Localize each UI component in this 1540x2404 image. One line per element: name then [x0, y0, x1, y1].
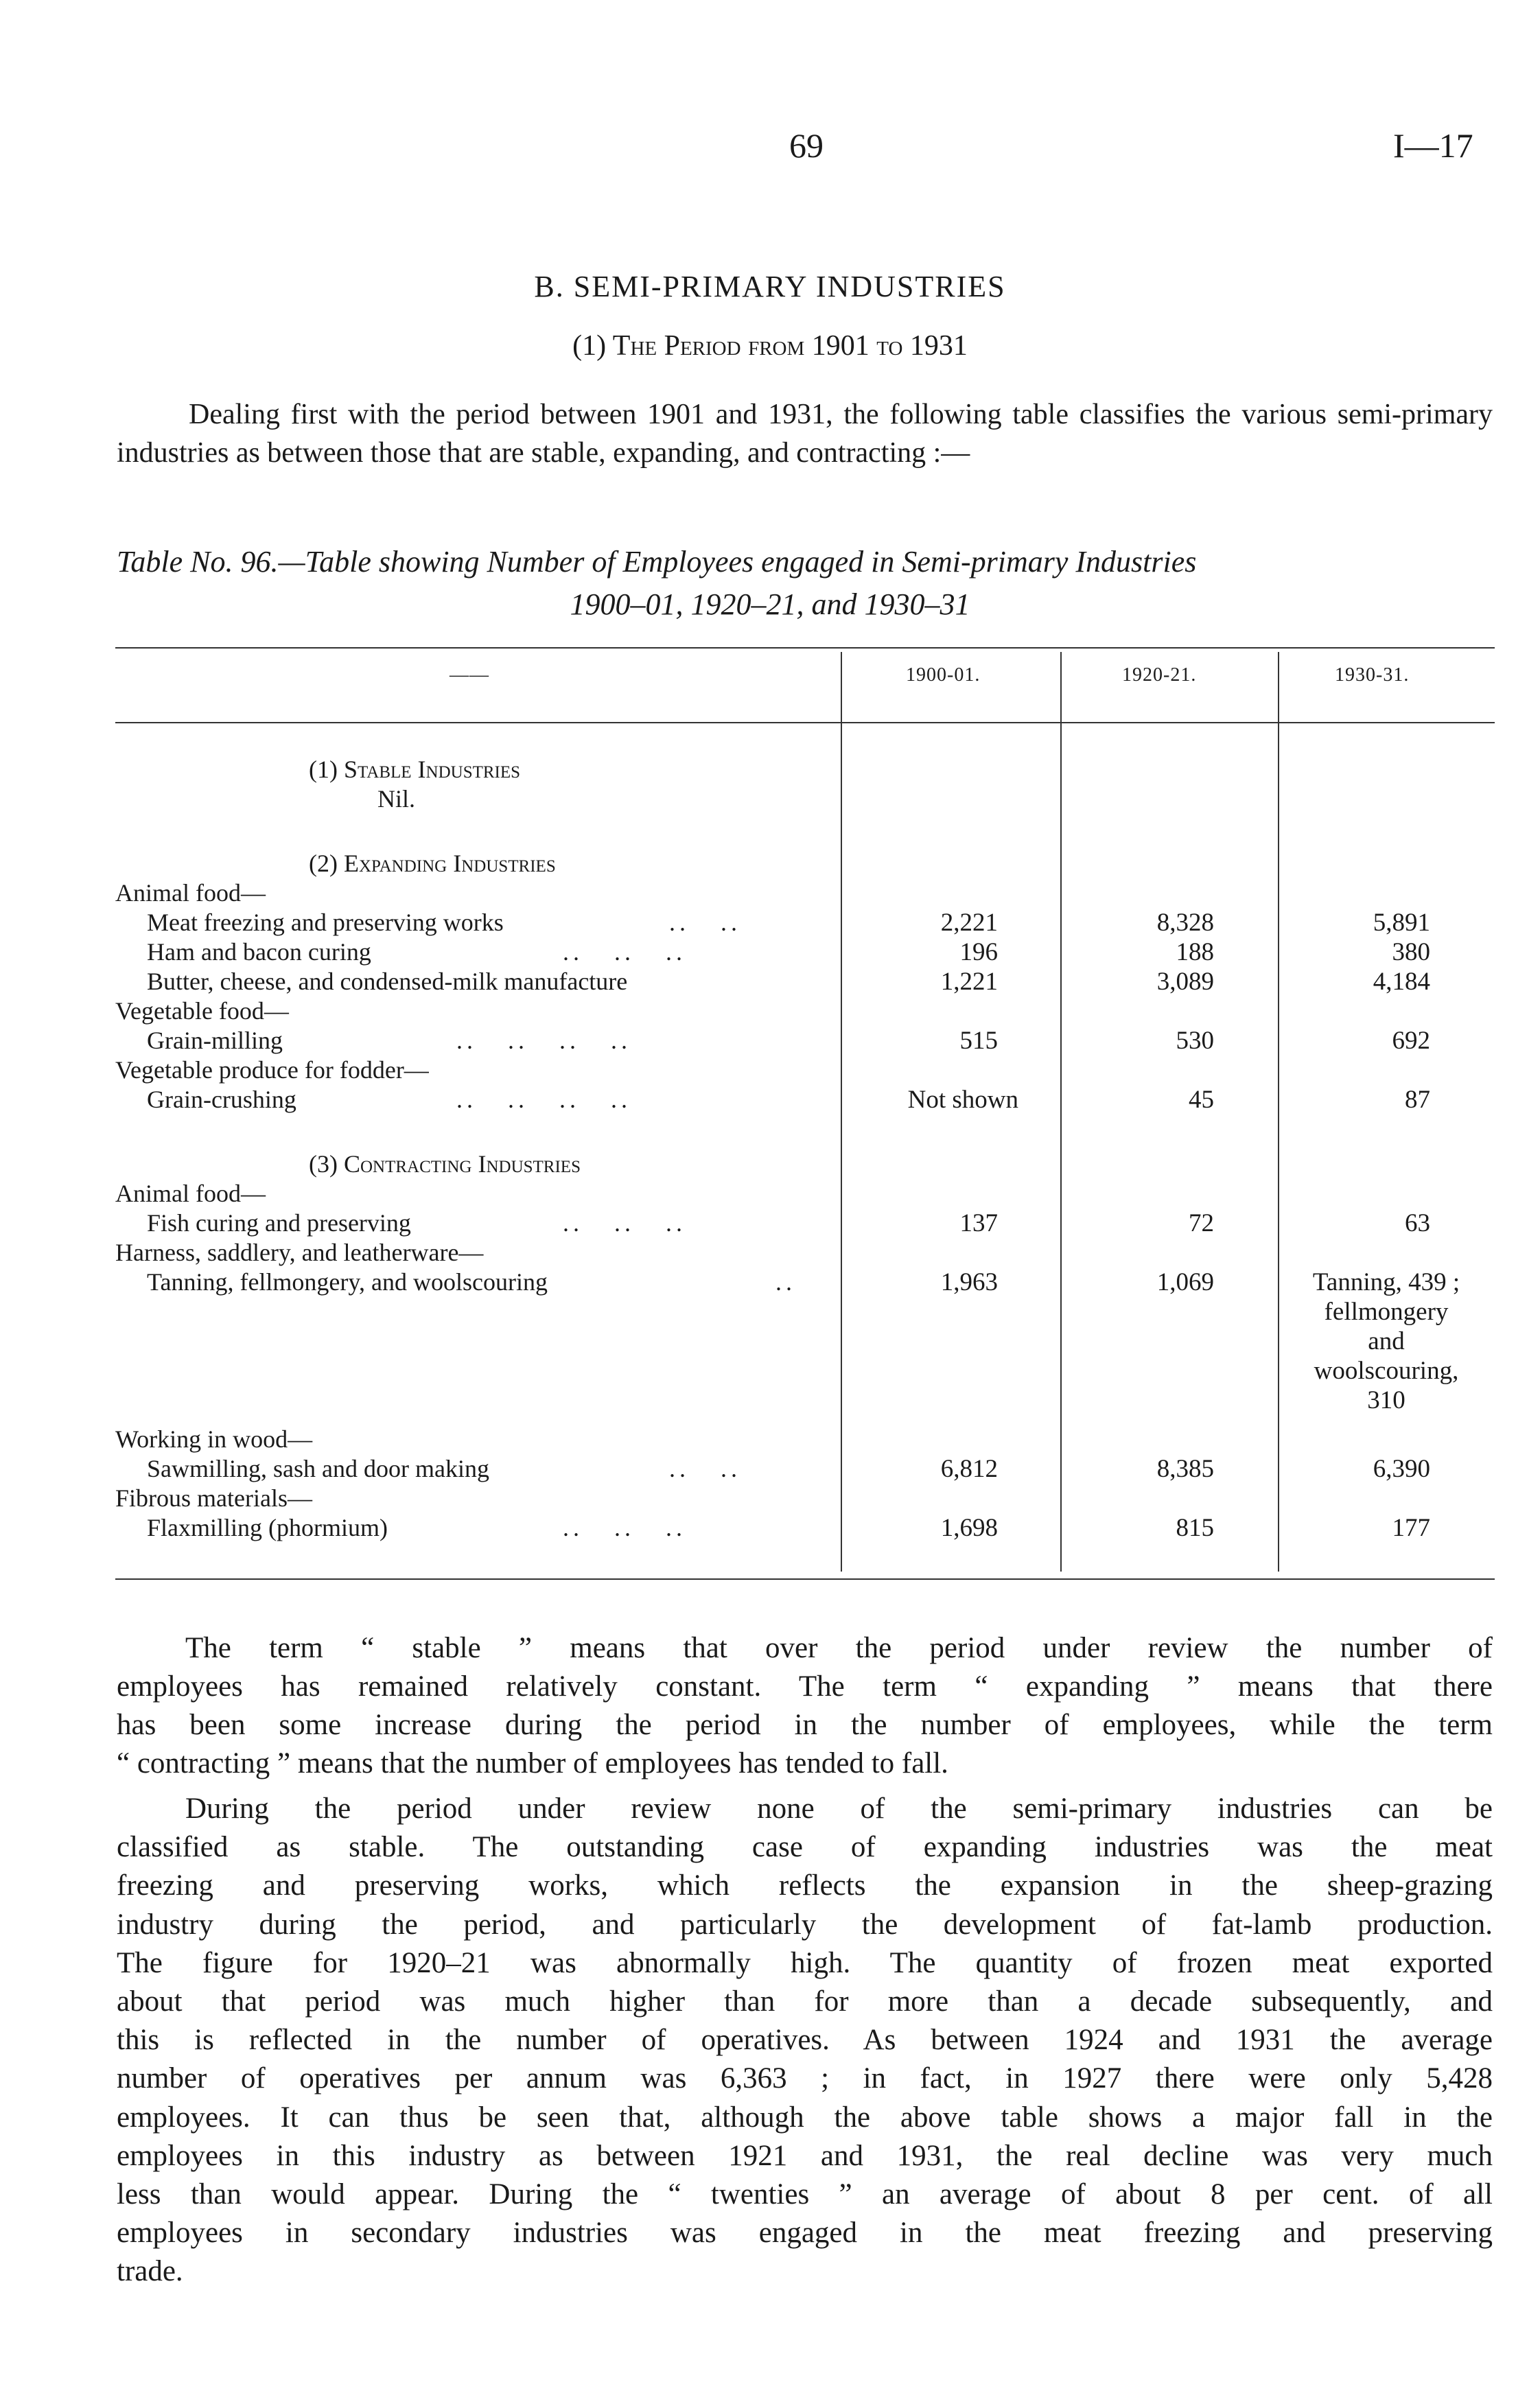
paragraph-line: The figure for 1920–21 was abnormally high. The quantity of frozen meat exported: [117, 1946, 1493, 1979]
paragraph-line: trade.: [117, 2255, 183, 2288]
paragraph-line: freezing and preserving works, which reflects the expansion in the sheep-grazing: [117, 1869, 1493, 1902]
value-1930-31: 4,184: [1373, 968, 1430, 996]
value-1930-31: 380: [1392, 938, 1430, 966]
section-title: B. SEMI-PRIMARY INDUSTRIES: [534, 270, 1006, 303]
row-label: Meat freezing and preserving works: [147, 909, 504, 936]
value-1900-01: 1,221: [940, 968, 998, 996]
contracting-heading: (3) Contracting Industries: [309, 1150, 581, 1178]
leader-dots: .. .. ..: [563, 1209, 686, 1237]
paragraph-line: less than would appear. During the “ twenties ” an average of about 8 per cent. of all: [117, 2178, 1493, 2211]
document-reference: I—17: [1393, 126, 1473, 165]
paragraph-line: has been some increase during the period in the number of employees, while the term: [117, 1709, 1493, 1741]
leader-dots: .. .. .. ..: [456, 1027, 631, 1054]
table-col-divider-1: [841, 652, 842, 1572]
value-1920-21: 3,089: [1156, 968, 1214, 996]
definition-paragraph: [117, 1629, 1493, 1783]
paragraph-line: “ contracting ” means that the number of employees has tended to fall.: [117, 1747, 948, 1779]
tanning-note-line: fellmongery: [1324, 1298, 1449, 1326]
leader-dots: ..: [775, 1268, 796, 1296]
row-label: Grain-crushing: [147, 1086, 296, 1113]
table-bottom-rule: [115, 1578, 1495, 1580]
value-1900-01: 137: [959, 1209, 998, 1237]
contracting-animal-food: Animal food—: [115, 1180, 266, 1207]
value-1920-21: 1,069: [1156, 1268, 1214, 1296]
value-1920-21: 530: [1176, 1027, 1214, 1055]
paragraph-line: employees in secondary industries was engaged in the meat freezing and preserving: [117, 2217, 1493, 2250]
paragraph-line: During the period under review none of the semi-primary industries can be: [185, 1793, 1493, 1825]
contracting-fibrous: Fibrous materials—: [115, 1484, 312, 1512]
value-1900-01: 1,963: [940, 1268, 998, 1296]
table-caption-line1: Table No. 96.—Table showing Number of Employees engaged in Semi-primary Industries: [117, 545, 1197, 579]
col-header-blank: ——: [450, 664, 489, 686]
paragraph-line: classified as stable. The outstanding case of expanding industries was the meat: [117, 1831, 1493, 1864]
value-1900-01: 1,698: [940, 1514, 998, 1542]
intro-paragraph: Dealing first with the period between 1901 and 1931, the following table classifies the various semi-primary industries as between those that are stable, expanding, and contracting :—: [117, 399, 1493, 469]
row-label: Butter, cheese, and condensed-milk manufacture: [147, 968, 628, 995]
value-1900-01: 515: [959, 1027, 998, 1055]
expanding-animal-food: Animal food—: [115, 879, 266, 907]
leader-dots: .. .. .. ..: [456, 1086, 631, 1113]
value-1930-31: 87: [1405, 1086, 1430, 1114]
value-1920-21: 45: [1189, 1086, 1214, 1114]
value-1920-21: 188: [1176, 938, 1214, 966]
leader-dots: .. ..: [669, 1455, 741, 1482]
expanding-vegetable-food: Vegetable food—: [115, 997, 289, 1025]
leader-dots: .. .. ..: [563, 938, 686, 966]
col-header-1930-31: 1930-31.: [1335, 664, 1410, 686]
value-1930-31: 692: [1392, 1027, 1430, 1055]
table-header-rule: [115, 722, 1495, 723]
paragraph-line: The term “ stable ” means that over the period under review the number of: [185, 1632, 1493, 1664]
paragraph-line: employees has remained relatively constant. The term “ expanding ” means that there: [117, 1670, 1493, 1703]
col-header-1900-01: 1900-01.: [906, 664, 981, 686]
value-1900-01: 2,221: [940, 909, 998, 937]
table-col-divider-3: [1278, 652, 1279, 1572]
paragraph-line: about that period was much higher than for more than a decade subsequently, and: [117, 1985, 1493, 2018]
subsection-title: (1) The Period from 1901 to 1931: [572, 330, 968, 362]
tanning-note-line: woolscouring,: [1314, 1357, 1459, 1385]
row-label: Sawmilling, sash and door making: [147, 1455, 489, 1482]
value-1920-21: 815: [1176, 1514, 1214, 1542]
tanning-note-line: Tanning, 439 ;: [1312, 1268, 1460, 1296]
paragraph-line: employees. It can thus be seen that, although the above table shows a major fall in the: [117, 2101, 1493, 2134]
row-label: Ham and bacon curing: [147, 938, 371, 966]
paragraph-line: employees in this industry as between 1921 and 1931, the real decline was very much: [117, 2139, 1493, 2172]
paragraph-line: this is reflected in the number of operatives. As between 1924 and 1931 the average: [117, 2024, 1493, 2057]
page-number: 69: [789, 126, 824, 165]
value-1930-31: 177: [1392, 1514, 1430, 1542]
value-1930-31: 5,891: [1373, 909, 1430, 937]
value-1920-21: 72: [1189, 1209, 1214, 1237]
stable-nil: Nil.: [377, 785, 416, 813]
value-1930-31: 63: [1405, 1209, 1430, 1237]
row-label: Grain-milling: [147, 1027, 283, 1054]
value-1930-31: 6,390: [1373, 1455, 1430, 1483]
leader-dots: .. ..: [669, 909, 741, 936]
row-label: Tanning, fellmongery, and woolscouring: [147, 1268, 548, 1296]
contracting-harness: Harness, saddlery, and leatherware—: [115, 1239, 484, 1266]
value-1920-21: 8,328: [1156, 909, 1214, 937]
expanding-vegetable-fodder: Vegetable produce for fodder—: [115, 1056, 429, 1084]
col-header-1920-21: 1920-21.: [1122, 664, 1197, 686]
value-1930-31: [1283, 1268, 1489, 1415]
paragraph-line: industry during the period, and particularly the development of fat-lamb production.: [117, 1908, 1493, 1941]
value-1900-01: 196: [959, 938, 998, 966]
expanding-heading: (2) Expanding Industries: [309, 850, 556, 877]
paragraph-line: number of operatives per annum was 6,363 ; in fact, in 1927 there were only 5,428: [117, 2062, 1493, 2095]
value-1900-01: Not shown: [907, 1086, 1018, 1114]
contracting-wood: Working in wood—: [115, 1425, 313, 1453]
row-label: Fish curing and preserving: [147, 1209, 411, 1237]
analysis-paragraph: [117, 1790, 1493, 2291]
table-top-rule: [115, 647, 1495, 649]
row-label: Flaxmilling (phormium): [147, 1514, 388, 1541]
tanning-note-line: 310: [1367, 1386, 1405, 1414]
tanning-note-line: and: [1368, 1327, 1405, 1355]
leader-dots: .. .. ..: [563, 1514, 686, 1541]
value-1900-01: 6,812: [940, 1455, 998, 1483]
value-1920-21: 8,385: [1156, 1455, 1214, 1483]
table-col-divider-2: [1060, 652, 1062, 1572]
table-caption-line2: 1900–01, 1920–21, and 1930–31: [570, 587, 970, 621]
stable-heading: (1) Stable Industries: [309, 756, 521, 783]
